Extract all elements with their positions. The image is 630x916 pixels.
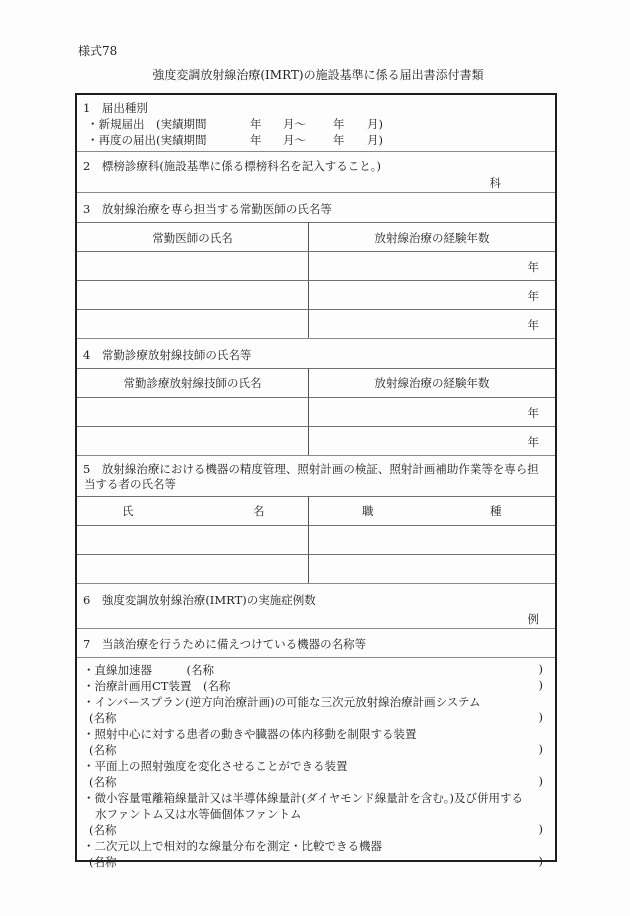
staff-job-field[interactable] [309, 525, 555, 554]
section-2-heading: 2 標榜診療科(施設基準に係る標榜科名を記入すること。) [83, 159, 382, 173]
option-re-notification[interactable]: ・再度の届出(実績期間 [87, 133, 207, 147]
physician-name-field[interactable] [77, 251, 308, 280]
section-3-heading: 3 放射線治療を専ら担当する常勤医師の氏名等 [83, 202, 332, 216]
equipment-ct-label: ・治療計画用CT装置 (名称 [83, 679, 231, 693]
physician-years-field[interactable]: 年 [527, 260, 539, 274]
section-5-heading-line2: 当する者の氏名等 [84, 477, 176, 491]
equipment-dosimeter-label-line1: ・微小容量電離箱線量計又は半導体線量計(ダイヤモンド線量計を含む。)及び併用する [83, 791, 523, 805]
dosimeter-name-field[interactable]: ) [538, 822, 543, 836]
planning-system-name-label: (名称 [89, 711, 117, 725]
technologist-name-field[interactable] [77, 426, 308, 455]
intensity-modulation-name-field[interactable]: ) [538, 774, 543, 788]
physician-years-field[interactable]: 年 [527, 318, 539, 332]
staff-name-field[interactable] [77, 525, 308, 554]
physician-name-field[interactable] [77, 280, 308, 309]
equipment-intensity-modulation-label: ・平面上の照射強度を変化させることができる装置 [83, 759, 348, 773]
section-2-department [77, 151, 555, 192]
new-end-month[interactable]: 月) [367, 117, 383, 131]
option-new-notification[interactable]: ・新規届出 (実績期間 [87, 117, 207, 131]
form-table [75, 93, 557, 869]
equipment-motion-restriction-label: ・照射中心に対する患者の動きや臓器の体内移動を制限する装置 [83, 727, 417, 741]
section-6-case-count [77, 583, 555, 628]
form-number: 様式78 [78, 44, 118, 58]
technologist-years-header: 放射線治療の経験年数 [374, 376, 490, 390]
motion-restriction-name-label: (名称 [89, 743, 117, 757]
section-4-technologists [77, 338, 555, 455]
equipment-linac-label: ・直線加速器 (名称 [83, 663, 214, 677]
technologist-years-field[interactable]: 年 [527, 406, 539, 420]
job-header-char1: 職 [362, 504, 374, 518]
new-end-year[interactable]: 年 [333, 117, 345, 131]
section-3-physicians [77, 192, 555, 338]
re-end-month[interactable]: 月) [367, 133, 383, 147]
re-start-year[interactable]: 年 [250, 133, 262, 147]
equipment-planning-system-label: ・インバースプラン(逆方向治療計画)の可能な三次元放射線治療計画システム [83, 695, 481, 709]
planning-system-name-field[interactable]: ) [538, 710, 543, 724]
section-5-heading-line1: 5 放射線治療における機器の精度管理、照射計画の検証、照射計画補助作業等を専ら担 [83, 462, 539, 476]
equipment-dosimeter-label-line2: 水ファントム又は水等価個体ファントム [95, 807, 302, 821]
motion-restriction-name-field[interactable]: ) [538, 742, 543, 756]
department-field[interactable]: 科 [489, 176, 501, 190]
dosimeter-name-label: (名称 [89, 823, 117, 837]
linac-name-field[interactable]: ) [538, 662, 543, 676]
technologist-name-field[interactable] [77, 397, 308, 426]
job-header-char2: 種 [490, 504, 502, 518]
re-end-year[interactable]: 年 [333, 133, 345, 147]
dose-distribution-name-label: (名称 [89, 855, 117, 869]
new-start-year[interactable]: 年 [250, 117, 262, 131]
new-start-month[interactable]: 月～ [283, 117, 306, 131]
physician-name-header: 常勤医師の氏名 [152, 231, 233, 245]
dose-distribution-name-field[interactable]: ) [538, 854, 543, 868]
equipment-dose-distribution-label: ・二次元以上で相対的な線量分布を測定・比較できる機器 [83, 839, 382, 853]
section-7-equipment-list [77, 657, 555, 869]
section-5-qa-staff [77, 455, 555, 583]
section-4-heading: 4 常勤診療放射線技師の氏名等 [83, 348, 252, 362]
staff-name-field[interactable] [77, 554, 308, 583]
section-7-heading: 7 当該治療を行うために備えつけている機器の名称等 [83, 637, 367, 651]
technologist-years-field[interactable]: 年 [527, 435, 539, 449]
physician-years-header: 放射線治療の経験年数 [374, 231, 490, 245]
physician-name-field[interactable] [77, 309, 308, 338]
technologist-name-header: 常勤診療放射線技師の氏名 [123, 376, 262, 390]
intensity-modulation-name-label: (名称 [89, 775, 117, 789]
name-header-char1: 氏 [122, 504, 134, 518]
ct-name-field[interactable]: ) [538, 678, 543, 692]
re-start-month[interactable]: 月～ [283, 133, 306, 147]
staff-job-field[interactable] [309, 554, 555, 583]
section-1-heading: 1 届出種別 [83, 101, 148, 115]
case-count-field[interactable]: 例 [527, 612, 539, 626]
name-header-char2: 名 [253, 504, 265, 518]
section-6-heading: 6 強度変調放射線治療(IMRT)の実施症例数 [83, 593, 316, 607]
section-7-header [77, 628, 555, 657]
physician-years-field[interactable]: 年 [527, 289, 539, 303]
document-title: 強度変調放射線治療(IMRT)の施設基準に係る届出書添付書類 [152, 68, 484, 82]
section-1-notification-type [77, 95, 555, 151]
